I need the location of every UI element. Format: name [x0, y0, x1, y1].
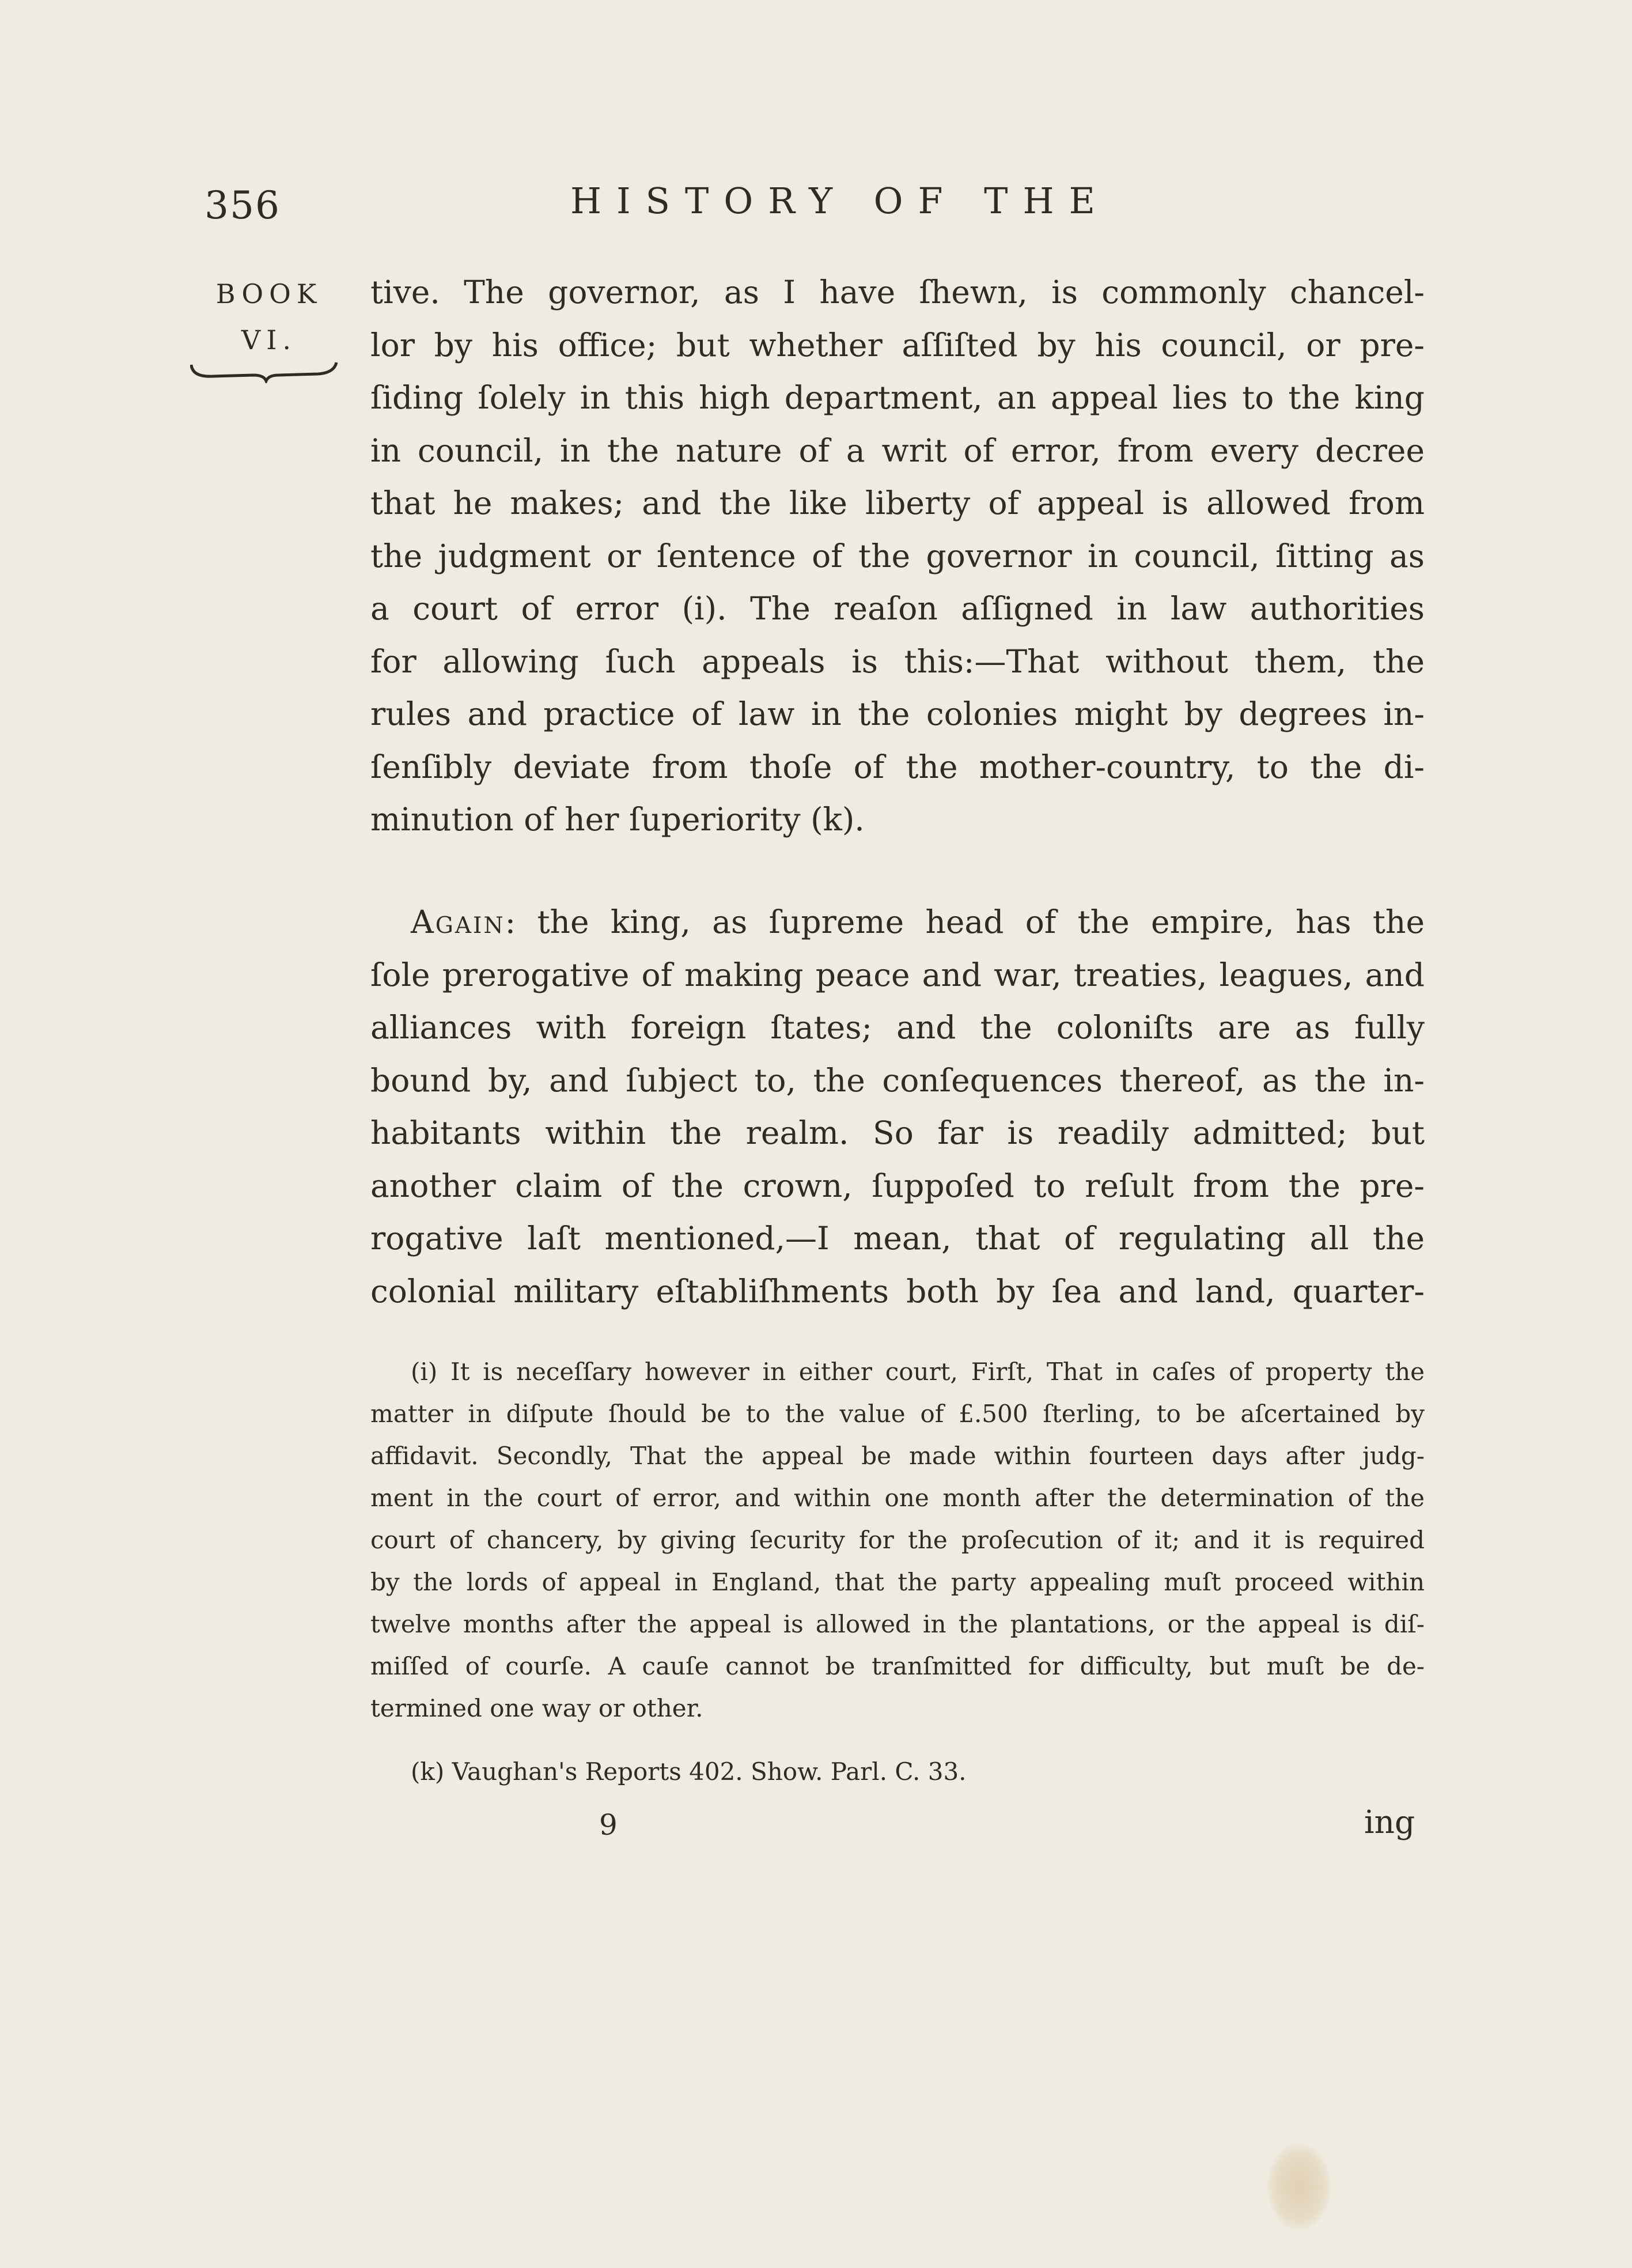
page-number: 356	[205, 183, 281, 228]
margin-book-word: BOOK	[215, 278, 323, 309]
footnote-line: miſſed of courſe. A cauſe cannot be tranſmitted for difficulty, but muſt be de-	[370, 1652, 1425, 1680]
footnote-line: (k) Vaughan's Reports 402. Show. Parl. C. 33.	[411, 1757, 967, 1786]
footnote-line: affidavit. Secondly, That the appeal be made within fourteen days after judg-	[370, 1442, 1425, 1470]
text-line: tive. The governor, as I have ſhewn, is commonly chancel-	[370, 274, 1425, 311]
text-line: ſenſibly deviate from thoſe of the mother-country, to the di-	[370, 748, 1425, 785]
text-line: minution of her ſuperiority (k).	[370, 801, 865, 838]
text-line: a court of error (i). The reaſon aſſigned in law authorities	[370, 590, 1425, 627]
text-line: another claim of the crown, ſuppoſed to reſult from the pre-	[370, 1167, 1425, 1204]
margin-volume-number: VI.	[241, 324, 297, 356]
text-line: lor by his office; but whether aſſiſted by his council, or pre-	[370, 326, 1425, 364]
margin-book-label	[191, 271, 347, 363]
footnote-line: by the lords of appeal in England, that the party appealing muſt proceed within	[370, 1568, 1425, 1596]
text-line: colonial military eſtabliſhments both by ſea and land, quarter-	[370, 1272, 1425, 1310]
footnote-line: (i) It is neceſſary however in either court, Firſt, That in caſes of property the	[411, 1358, 1425, 1386]
signature-mark: 9	[599, 1808, 618, 1842]
text-line: that he makes; and the like liberty of appeal is allowed from	[370, 485, 1425, 521]
text-line: for allowing ſuch appeals is this:—That without them, the	[370, 642, 1425, 680]
text-line	[370, 896, 1425, 949]
paragraph-1	[370, 266, 1425, 846]
running-head: HISTORY OF THE	[570, 180, 1110, 222]
paragraph-2	[370, 896, 1425, 1318]
paper-stain	[1267, 2144, 1331, 2230]
text-line: in council, in the nature of a writ of error, from every decree	[370, 432, 1425, 469]
text-line: rules and practice of law in the colonies might by degrees in-	[370, 695, 1425, 732]
text-line: rogative laſt mentioned,—I mean, that of regulating all the	[370, 1220, 1425, 1257]
text-line: ſole prerogative of making peace and war, treaties, leagues, and	[370, 956, 1425, 993]
footnote-k	[370, 1751, 1425, 1793]
text-line: the judgment or ſentence of the governor in council, ſitting as	[370, 537, 1425, 574]
footnote-i	[370, 1351, 1425, 1729]
text-line-rest: : the king, as ſupreme head of the empire, has the	[505, 904, 1425, 940]
text-line: alliances with foreign ſtates; and the coloniſts are as fully	[370, 1009, 1425, 1046]
text-line: ſiding ſolely in this high department, an appeal lies to the king	[370, 379, 1425, 416]
catchword: ing	[1364, 1804, 1415, 1840]
footnote-line: ment in the court of error, and within one month after the determination of the	[370, 1484, 1425, 1512]
footnote-line: twelve months after the appeal is allowed in the plantations, or the appeal is diſ-	[370, 1610, 1425, 1638]
paragraph-lead-word: Again	[411, 904, 505, 940]
footnote-line: court of chancery, by giving ſecurity for the proſecution of it; and it is required	[370, 1526, 1425, 1554]
margin-brace-ornament	[190, 360, 340, 383]
footnote-line: termined one way or other.	[370, 1694, 703, 1722]
footnote-line: matter in diſpute ſhould be to the value of £.500 ſterling, to be aſcertained by	[370, 1400, 1425, 1428]
text-line: bound by, and ſubject to, the conſequences thereof, as the in-	[370, 1061, 1425, 1099]
text-line: habitants within the realm. So far is readily admitted; but	[370, 1114, 1425, 1151]
